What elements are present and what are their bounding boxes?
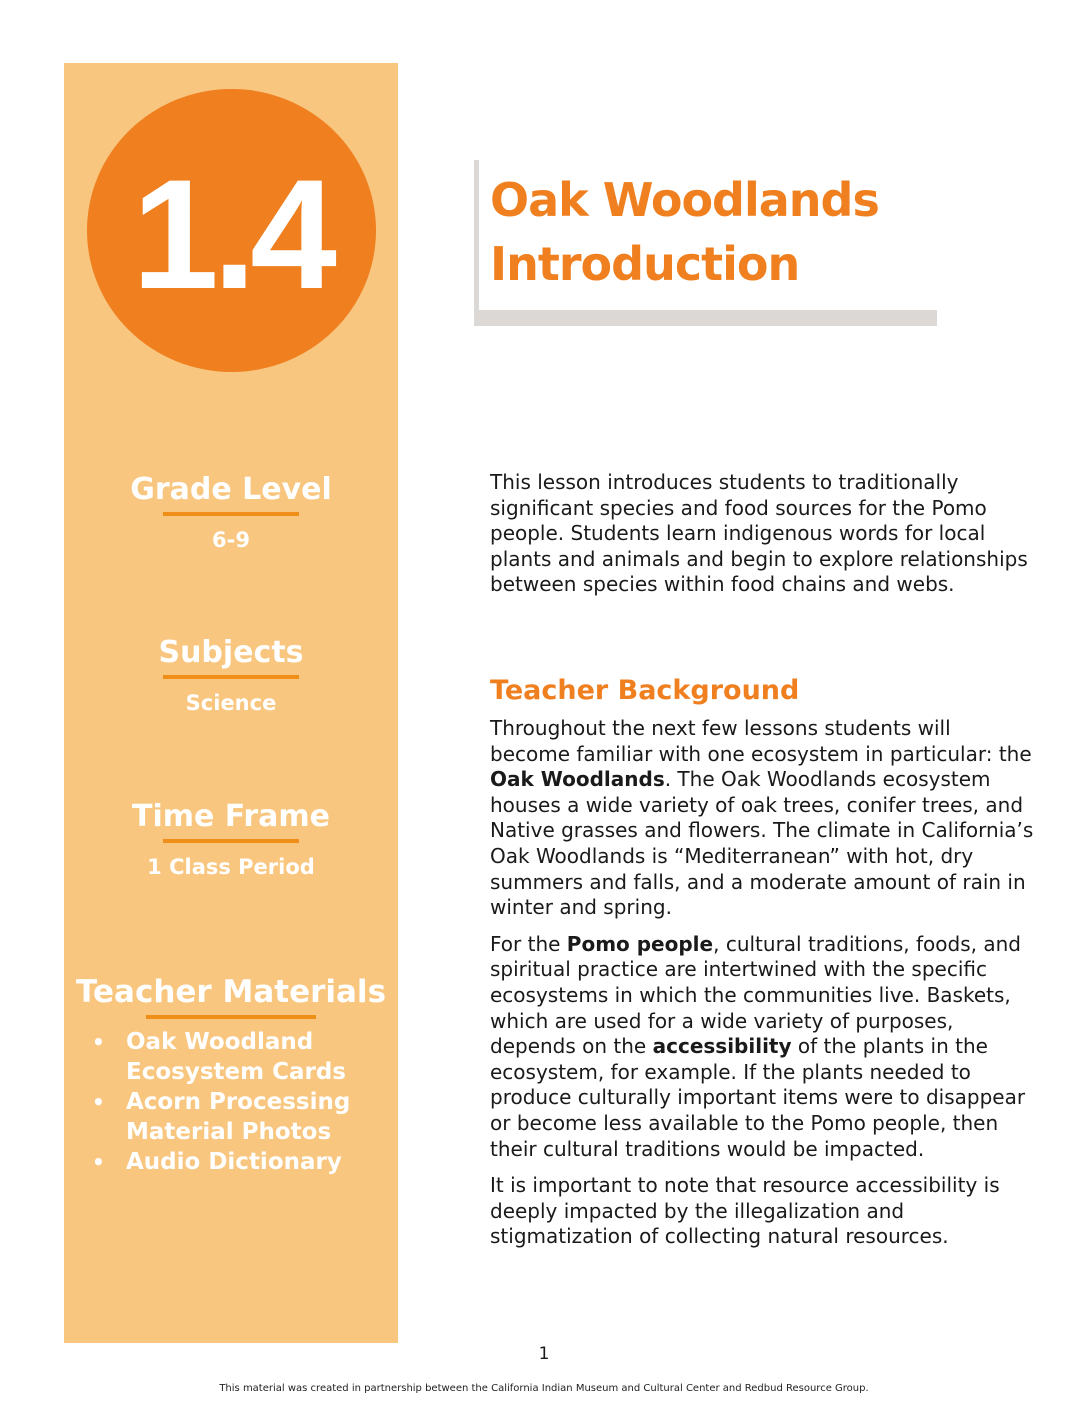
title-frame-bottom <box>474 310 937 326</box>
materials-list <box>88 1027 388 1177</box>
subjects-rule <box>163 675 299 679</box>
title-frame-left <box>474 160 479 326</box>
lesson-number: 1.4 <box>132 148 331 322</box>
grade-level-heading: Grade Level <box>130 472 332 507</box>
subjects-value: Science <box>185 691 277 715</box>
teacher-background-heading: Teacher Background <box>490 675 800 706</box>
background-paragraph-1: Throughout the next few lessons students will become familiar with one ecosystem in particular: the Oak Woodlands. The Oak Woodlands ecosystem houses a wide variety of oak trees, conifer trees, and Native grasses and flowers. The climate in California’s Oak Woodlands is “Mediterranean” with hot, dry summers and falls, and a moderate amount of rain in winter and spring. <box>490 716 1034 920</box>
teacher-materials-heading: Teacher Materials <box>75 974 387 1010</box>
teacher-materials-rule <box>146 1015 316 1019</box>
background-paragraph-2: For the Pomo people, cultural traditions, foods, and spiritual practice are intertwined with the specific ecosystems in which the communities live. Baskets, which are used for a wide variety of purposes, depends on the accessibility of the plants in the ecosystem, for example. If the plants needed to produce culturally important items were to disappear or become less available to the Pomo people, then their cultural traditions would be impacted. <box>490 931 1026 1161</box>
time-frame-section <box>64 799 398 879</box>
teacher-materials-section <box>64 973 398 1019</box>
intro-section <box>490 470 1035 598</box>
subjects-section <box>64 635 398 715</box>
page-number: 1 <box>538 1344 550 1364</box>
teacher-background-section <box>490 675 1035 1250</box>
time-frame-heading: Time Frame <box>131 799 331 834</box>
footer-credit: This material was created in partnership between the California Indian Museum and Cultural Center and Redbud Resource Group. <box>219 1383 869 1394</box>
subjects-heading: Subjects <box>158 635 304 670</box>
list-item: • Acorn Processing Material Photos <box>88 1087 388 1147</box>
grade-level-rule <box>163 512 299 516</box>
background-paragraph-3: It is important to note that resource accessibility is deeply impacted by the illegalization and stigmatization of collecting natural resources. <box>490 1173 1000 1249</box>
list-item: • Audio Dictionary <box>88 1147 388 1177</box>
grade-level-section <box>64 472 398 552</box>
time-frame-value: 1 Class Period <box>147 855 315 879</box>
list-item: • Oak Woodland Ecosystem Cards <box>88 1027 388 1087</box>
page-title: Oak Woodlands Introduction <box>490 173 879 291</box>
grade-level-value: 6-9 <box>212 528 250 552</box>
intro-paragraph: This lesson introduces students to traditionally significant species and food sources for the Pomo people. Students learn indigenous words for local plants and animals and begin to explore relationships between species within food chains and webs. <box>490 470 1028 597</box>
time-frame-rule <box>163 839 299 843</box>
